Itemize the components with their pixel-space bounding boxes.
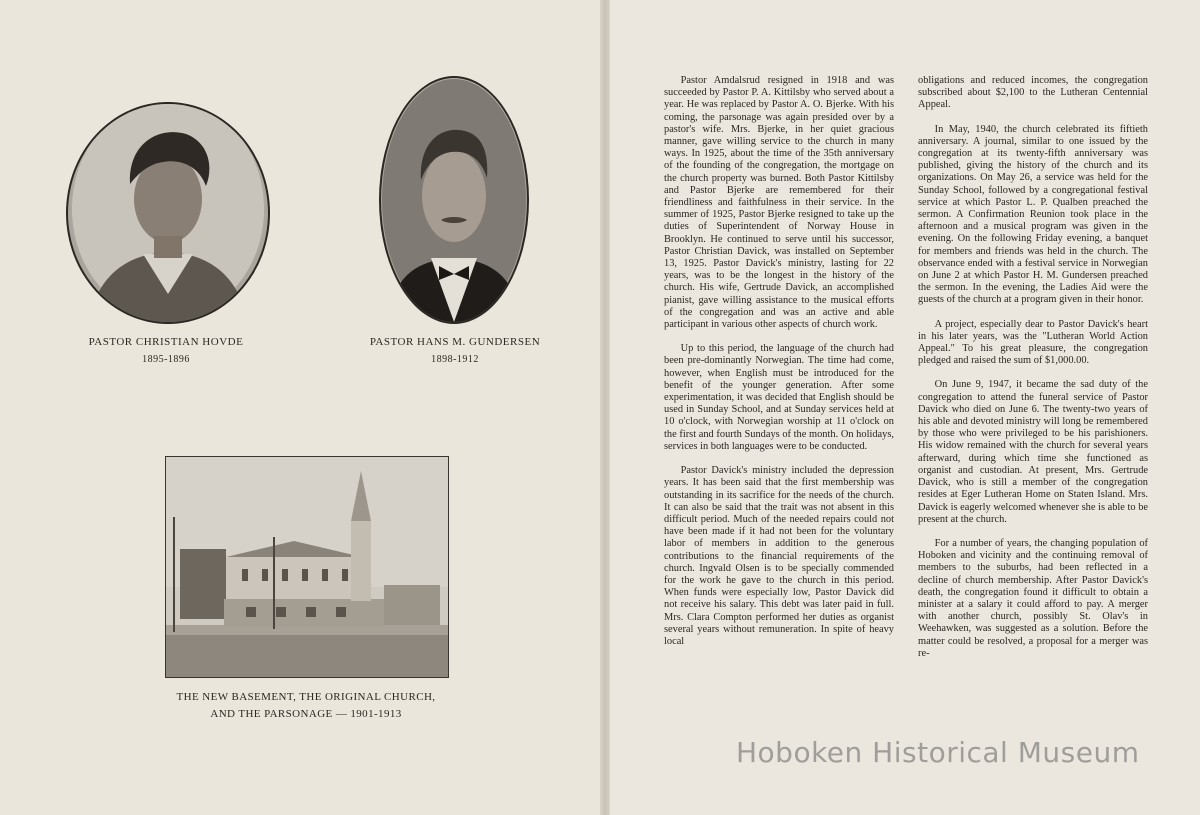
- column1-paragraph: Pastor Davick's ministry included the depression years. It has been said that the first membership was outstanding in its sacrifice for the needs of the church. It can also be said that the trait was not absent in this difficult period. Much of the needed repairs could not have been made if it had not been for the voluntary labor of members in addition to the generous contributions to the financial requirements of the church. Ingvald Olsen is to be specially commended for the work he gave to the church in this period. When funds were especially low, Pastor Davick did not receive his salary. This debt was later paid in full. Mrs. Clara Compton performed her duties as organist several years without remuneration. In spite of heavy local: [664, 465, 894, 647]
- column2-paragraph: In May, 1940, the church celebrated its fiftieth anniversary. A journal, similar to one issued by the congregation at its twenty-fifth anniversary was published, giving the history of the church and its organizations. On May 26, a service was held for the Sunday School, followed by a congregational festival service at which Pastor L. P. Qualben preached the sermon. A Confirmation Reunion took place in the afternoon and a musical program was given in the evening. On the following Friday evening, a banquet for members and friends was held in the church. The observance ended with a festival service in Norwegian on June 2 at which Pastor H. M. Gundersen preached the sermon. In the evening, the Ladies Aid were the guests of the church at a program given in their honor.: [918, 123, 1148, 306]
- caption-gundersen-name: PASTOR HANS M. GUNDERSEN: [369, 336, 541, 348]
- church-photo-caption: [150, 689, 462, 723]
- portrait-christian-hovde: [66, 102, 270, 324]
- portrait-hovde-image: [68, 104, 268, 322]
- portrait-gundersen-image: [381, 78, 527, 322]
- column1-paragraph: Up to this period, the language of the church had been pre-dominantly Norwegian. The time had come, however, when English must be introduced for the benefit of the younger generation. After some experimentation, it was decided that English should be used in Sunday School, and at Sunday services held at 10 o'clock, with Norwegian worship at 11 o'clock on the first and fourth Sundays of the month. On holidays, services in both languages were to be conducted.: [664, 343, 894, 452]
- column2-paragraph: For a number of years, the changing population of Hoboken and vicinity and the continuing removal of members to the suburbs, had been reflected in a decline of church membership. After Pastor Davick's death, the congregation found it difficult to obtain a minister at a salary it could afford to pay. A merger with another church, possibly St. Olav's in Weehawken, was suggested as a solution. Before the matter could be resolved, a proposal for a merger was re-: [918, 537, 1148, 659]
- church-caption-line1: THE NEW BASEMENT, THE ORIGINAL CHURCH,: [176, 691, 436, 703]
- church-photo-image: [166, 457, 448, 677]
- caption-hovde-name: PASTOR CHRISTIAN HOVDE: [88, 336, 244, 348]
- book-gutter: [600, 0, 610, 815]
- caption-gundersen-years: 1898-1912: [431, 354, 479, 365]
- column2-paragraph: On June 9, 1947, it became the sad duty of the congregation to attend the funeral service of Pastor Davick who died on June 6. The twenty-two years of his able and devoted ministry will long be remembered by those who were privileged to be his parishioners. His widow remained with the church for several years afterward, during which time she functioned as organist and custodian. At present, Mrs. Gertrude Davick, who is still a member of the congregation resides at Eger Lutheran Home on Staten Island. Mrs. Davick is eagerly welcomed whenever she is able to be present at the church.: [918, 379, 1148, 525]
- caption-hovde-years: 1895-1896: [142, 354, 190, 365]
- column2-paragraph: A project, especially dear to Pastor Davick's heart in his later years, was the "Lutheran World Action Appeal." To his great pleasure, the congregation pledged and raised the sum of $1,000.00.: [918, 318, 1148, 367]
- church-photo: [165, 456, 449, 678]
- museum-watermark: Hoboken Historical Museum: [736, 736, 1140, 769]
- caption-gundersen: [350, 336, 560, 365]
- text-column-2: [918, 75, 1148, 672]
- caption-hovde: [66, 336, 266, 365]
- column1-paragraph: Pastor Amdalsrud resigned in 1918 and was succeeded by Pastor P. A. Kittilsby who served about a year. He was replaced by Pastor A. O. Bjerke. With his coming, the parsonage was again presided over by a pastor's wife. Mrs. Bjerke, in her quiet gracious manner, gave willing service to the church in many ways. In 1925, about the time of the 35th anniversary of the founding of the congregation, the mortgage on the church property was burned. Both Pastor Kittilsby and Pastor Bjerke are remembered for their friendliness and faithfulness in their service. In the summer of 1925, Pastor Bjerke resigned to take up the duties of Superintendent of Norway House in Brooklyn. He continued to serve until his successor, Pastor Christian Davick, was installed on September 13, 1925. Pastor Davick's ministry, lasting for 22 years, was to be the longest in the history of the church. His wife, Gertrude Davick, an accomplished pianist, gave willing assistance to the musical efforts of the congregation and was an active and able participant in various other aspects of church work.: [664, 75, 894, 331]
- column2-paragraph: obligations and reduced incomes, the congregation subscribed about $2,100 to the Lutheran Centennial Appeal.: [918, 75, 1148, 111]
- church-caption-line2: AND THE PARSONAGE — 1901-1913: [210, 708, 402, 720]
- portrait-hans-gundersen: [379, 76, 529, 324]
- text-column-1: [664, 75, 894, 660]
